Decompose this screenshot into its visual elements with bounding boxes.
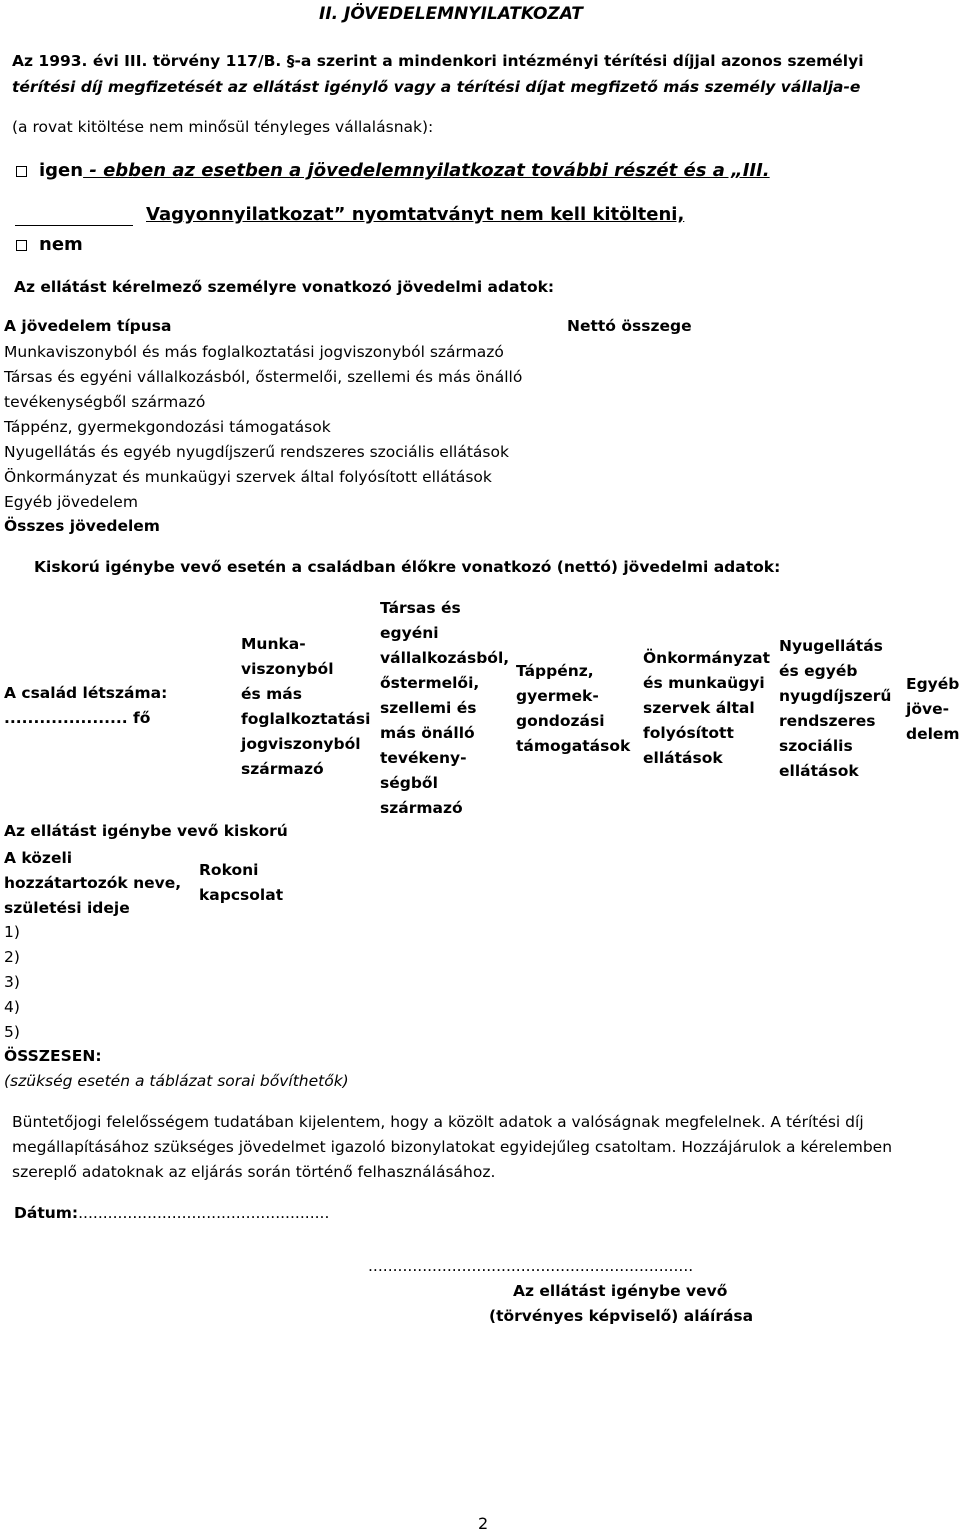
relatives-label: A közeli hozzátartozók neve, születési ideje (4, 849, 182, 917)
option-yes-text-2: Vagyonnyilatkozat” nyomtatványt nem kell kitölteni, (146, 204, 685, 225)
declaration-line-1: Büntetőjogi felelősségem tudatában kijelentem, hogy a közölt adatok a valóságnak megfelelnek. A térítési díj (12, 1113, 864, 1131)
col-municipal: Önkormányzat és munkaügyi szervek által folyósított ellátások (643, 649, 771, 767)
no-checkbox[interactable] (16, 240, 27, 251)
declaration (12, 1110, 956, 1185)
declaration-line-2: megállapításához szükséges jövedelmet igazoló bizonylatokat egyidejűleg csatoltam. Hozzájárulok a kérelemben (12, 1138, 893, 1156)
income-row: tevékenységből származó (4, 393, 206, 411)
beneficiary-label: Az ellátást igénybe vevő kiskorú (4, 822, 288, 840)
declaration-line-3: szereplő adatoknak az eljárás során történő felhasználásához. (12, 1163, 496, 1181)
minor-footnote: (szükség esetén a táblázat sorai bővíthetők) (4, 1072, 349, 1090)
income-total: Összes jövedelem (4, 517, 160, 535)
relative-row-number: 2) (4, 948, 20, 966)
relative-row-number: 4) (4, 998, 20, 1016)
col-net-amount: Nettó összege (567, 317, 692, 335)
relative-row-number: 5) (4, 1023, 20, 1041)
relative-row-number: 3) (4, 973, 20, 991)
option-yes-text-1: - ebben az esetben a jövedelemnyilatkozat további részét és a „III. (83, 160, 770, 181)
intro-line-2: térítési díj megfizetését az ellátást igénylő vagy a térítési díjat megfizető más személy vállalja-e (12, 78, 861, 96)
date-label: Dátum: (14, 1204, 79, 1222)
signature-label-1: Az ellátást igénybe vevő (513, 1282, 728, 1300)
option-no (16, 236, 83, 254)
col-sick-pay: Táppénz, gyermek- gondozási támogatások (516, 662, 631, 755)
col-enterprise: Társas és egyéni vállalkozásból, őstermelői, szellemi és más önálló tevékeny- ségből származó (380, 599, 510, 817)
page-title: II. JÖVEDELEMNYILATKOZAT (319, 4, 583, 24)
col-pension: Nyugellátás és egyéb nyugdíjszerű rendszeres szociális ellátások (779, 637, 892, 780)
applicant-heading: Az ellátást kérelmező személyre vonatkozó jövedelmi adatok: (14, 278, 555, 296)
income-row: Nyugellátás és egyéb nyugdíjszerű rendszeres szociális ellátások (4, 443, 509, 461)
income-row: Munkaviszonyból és más foglalkoztatási jogviszonyból származó (4, 343, 504, 361)
option-separator-line (15, 225, 133, 226)
col-income-type: A jövedelem típusa (4, 317, 172, 335)
option-yes (16, 162, 770, 180)
date-field[interactable]: ................................................... (78, 1204, 330, 1222)
income-row: Egyéb jövedelem (4, 493, 138, 511)
yes-checkbox[interactable] (16, 166, 27, 177)
col-other: Egyéb jöve- delem (906, 675, 960, 743)
minor-total: ÖSSZESEN: (4, 1047, 102, 1065)
col-employment: Munka- viszonyból és más foglalkoztatási jogviszonyból származó (241, 635, 371, 778)
relative-row-number: 1) (4, 923, 20, 941)
minor-heading: Kiskorú igénybe vevő esetén a családban élőkre vonatkozó (nettó) jövedelmi adatok: (34, 558, 781, 576)
income-row: Társas és egyéni vállalkozásból, őstermelői, szellemi és más önálló (4, 368, 523, 386)
intro-line-1: Az 1993. évi III. törvény 117/B. §-a szerint a mindenkori intézményi térítési díjjal azonos személyi (12, 52, 864, 70)
page-number: 2 (478, 1514, 489, 1533)
signature-line[interactable]: .................................................................. (368, 1257, 694, 1275)
option-no-label: nem (39, 234, 83, 255)
relation-label: Rokoni kapcsolat (199, 861, 284, 904)
income-row: Táppénz, gyermekgondozási támogatások (4, 418, 331, 436)
intro-note: (a rovat kitöltése nem minősül tényleges vállalásnak): (12, 118, 434, 136)
family-size-label: A család létszáma: (4, 684, 168, 702)
signature-label-2: (törvényes képviselő) aláírása (489, 1307, 754, 1325)
family-size-field[interactable]: ..................... fő (4, 709, 151, 727)
option-yes-label: igen (39, 160, 84, 181)
date-row (14, 1206, 329, 1222)
income-row: Önkormányzat és munkaügyi szervek által folyósított ellátások (4, 468, 492, 486)
